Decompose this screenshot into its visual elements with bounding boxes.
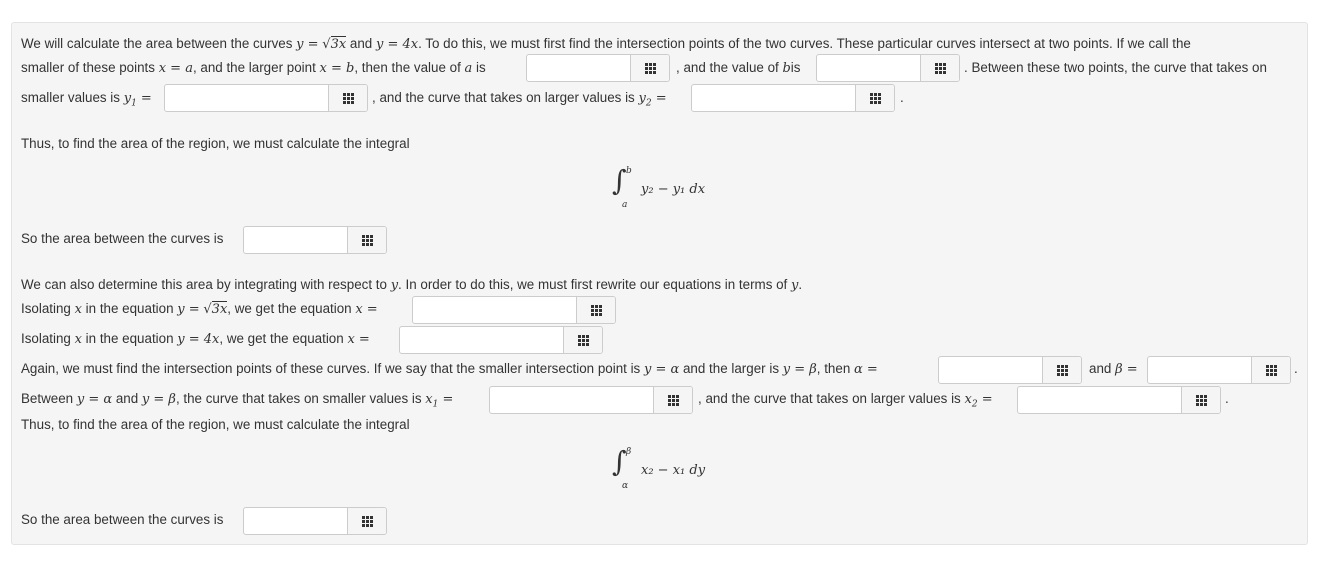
keypad-button[interactable] <box>347 508 386 534</box>
math-x-a: x = a <box>158 61 193 76</box>
math-y-eq: y = <box>177 302 200 317</box>
y2-field[interactable] <box>692 85 855 111</box>
math-x: x <box>74 302 82 317</box>
math-y2: $y_2$ <box>638 91 652 109</box>
text: and <box>112 391 142 406</box>
intro-line-3 <box>21 88 152 114</box>
keypad-button[interactable] <box>576 297 615 323</box>
text: . To do this, we must first find the intersection points of the two curves. These particular curves intersect at two points. If we call the <box>418 36 1191 51</box>
text: is <box>790 60 801 75</box>
math-y-beta: y = β <box>782 362 817 377</box>
integral-dx <box>612 166 722 212</box>
a-value-input[interactable] <box>526 54 670 82</box>
period: . <box>1294 361 1298 376</box>
alpha-field[interactable] <box>939 357 1042 383</box>
math-x-eq: x = <box>347 332 370 347</box>
b-value-input[interactable] <box>816 54 960 82</box>
y2-input[interactable] <box>691 84 895 112</box>
text: in the equation <box>81 331 178 346</box>
math-x: x <box>74 332 82 347</box>
text: Between <box>21 391 77 406</box>
lower-limit: α <box>622 481 629 491</box>
x1-field[interactable] <box>490 387 653 413</box>
x2-field[interactable] <box>1018 387 1181 413</box>
keypad-grid-icon <box>1057 365 1068 376</box>
integral-dy <box>612 447 722 493</box>
keypad-button[interactable] <box>1181 387 1220 413</box>
keypad-button[interactable] <box>1042 357 1081 383</box>
math-x2: $x_2$ <box>964 392 978 410</box>
text: , and the curve that takes on larger values is <box>372 90 639 105</box>
keypad-grid-icon <box>591 305 602 316</box>
integrand: y₂ − y₁ dx <box>641 182 706 197</box>
keypad-button[interactable] <box>1251 357 1290 383</box>
text: and the larger is <box>679 361 783 376</box>
sqrt-expression: √3x <box>322 37 347 52</box>
math-x-eq: x = <box>355 302 378 317</box>
math-y-alpha: y = α <box>76 392 113 407</box>
keypad-grid-icon <box>578 335 589 346</box>
isolate-line-1 <box>21 299 378 320</box>
math-eq: = <box>651 91 667 106</box>
keypad-grid-icon <box>935 63 946 74</box>
intro-line-2 <box>21 58 486 79</box>
text: and <box>1089 361 1116 376</box>
integral-sign: ∫ <box>612 445 627 478</box>
keypad-grid-icon <box>668 395 679 406</box>
keypad-button[interactable] <box>855 85 894 111</box>
math-y-beta: y = β <box>141 392 176 407</box>
integral-sign: ∫ <box>612 164 627 197</box>
keypad-button[interactable] <box>328 85 367 111</box>
text: , the curve that takes on smaller values is <box>175 391 426 406</box>
keypad-button[interactable] <box>920 55 959 81</box>
text: , we get the equation <box>219 331 348 346</box>
x-from-sqrt-input[interactable] <box>412 296 616 324</box>
text: We will calculate the area between the curves <box>21 36 297 51</box>
text: , then the value of <box>354 60 465 75</box>
text: is <box>472 60 486 75</box>
math-y-4x: y = 4x <box>375 37 419 52</box>
and-beta-label <box>1089 359 1138 380</box>
keypad-grid-icon <box>362 235 373 246</box>
keypad-grid-icon <box>645 63 656 74</box>
text: and <box>346 36 376 51</box>
math-y-4x: y = 4x <box>177 332 220 347</box>
sqrt-expression: √3x <box>203 302 228 317</box>
math-y-eq: y = <box>296 37 319 52</box>
period: . <box>900 90 904 105</box>
math-b: b <box>782 61 791 76</box>
y1-field[interactable] <box>165 85 328 111</box>
wrt-y-line <box>21 275 802 296</box>
text: Isolating <box>21 331 75 346</box>
keypad-button[interactable] <box>653 387 692 413</box>
x1-input[interactable] <box>489 386 693 414</box>
area-y-input[interactable] <box>243 507 387 535</box>
math-x-b: x = b <box>319 61 355 76</box>
x-from-4x-field[interactable] <box>400 327 563 353</box>
keypad-grid-icon <box>362 516 373 527</box>
area-y-field[interactable] <box>244 508 347 534</box>
keypad-grid-icon <box>1266 365 1277 376</box>
math-alpha-eq: α = <box>854 362 878 377</box>
text: We can also determine this area by integrating with respect to <box>21 277 391 292</box>
intro-line-2b <box>676 58 800 79</box>
alpha-input[interactable] <box>938 356 1082 384</box>
text: smaller of these points <box>21 60 159 75</box>
text: . Between these two points, the curve that takes on <box>964 60 1267 75</box>
area-x-input[interactable] <box>243 226 387 254</box>
area-label-y: So the area between the curves is <box>21 512 224 527</box>
again-line <box>21 359 878 380</box>
math-a: a <box>464 61 473 76</box>
keypad-button[interactable] <box>563 327 602 353</box>
x-from-sqrt-field[interactable] <box>413 297 576 323</box>
math-x1: $x_1$ <box>425 392 439 410</box>
keypad-grid-icon <box>1196 395 1207 406</box>
isolate-line-2 <box>21 329 370 350</box>
between-line-b <box>698 389 993 415</box>
math-y1: $y_1$ <box>123 91 137 109</box>
text: , and the value of <box>676 60 783 75</box>
math-eq: = <box>977 392 993 407</box>
a-value-field[interactable] <box>527 55 630 81</box>
math-beta-eq: β = <box>1115 362 1138 377</box>
text: , and the curve that takes on larger values is <box>698 391 965 406</box>
math-eq: = <box>438 392 454 407</box>
keypad-grid-icon <box>870 93 881 104</box>
intro-line-3b <box>372 88 667 114</box>
area-x-field[interactable] <box>244 227 347 253</box>
keypad-button[interactable] <box>347 227 386 253</box>
math-y: y <box>390 278 399 293</box>
x2-input[interactable] <box>1017 386 1221 414</box>
keypad-button[interactable] <box>630 55 669 81</box>
text: Isolating <box>21 301 75 316</box>
text: , and the larger point <box>192 60 320 75</box>
math-y: y <box>791 278 799 293</box>
beta-input[interactable] <box>1147 356 1291 384</box>
integral-intro-x: Thus, to find the area of the region, we must calculate the integral <box>21 136 410 151</box>
b-value-field[interactable] <box>817 55 920 81</box>
text: , then <box>816 361 854 376</box>
math-eq: = <box>136 91 152 106</box>
between-line <box>21 389 453 415</box>
text: . <box>798 277 803 292</box>
keypad-grid-icon <box>343 93 354 104</box>
lower-limit: a <box>622 200 628 210</box>
integrand: x₂ − x₁ dy <box>641 463 706 478</box>
upper-limit: b <box>626 166 632 176</box>
text: in the equation <box>81 301 178 316</box>
math-y-alpha: y = α <box>643 362 680 377</box>
text: , we get the equation <box>227 301 356 316</box>
upper-limit: β <box>626 447 632 457</box>
text: Again, we must find the intersection points of these curves. If we say that the smaller intersection point is <box>21 361 644 376</box>
period: . <box>1225 391 1229 406</box>
text: smaller values is <box>21 90 124 105</box>
x-from-4x-input[interactable] <box>399 326 603 354</box>
intro-line-1 <box>21 34 1191 55</box>
y1-input[interactable] <box>164 84 368 112</box>
text: . In order to do this, we must first rewrite our equations in terms of <box>398 277 791 292</box>
area-label-x: So the area between the curves is <box>21 231 224 246</box>
integral-intro-y: Thus, to find the area of the region, we must calculate the integral <box>21 417 410 432</box>
beta-field[interactable] <box>1148 357 1251 383</box>
intro-line-2c <box>964 58 1267 78</box>
